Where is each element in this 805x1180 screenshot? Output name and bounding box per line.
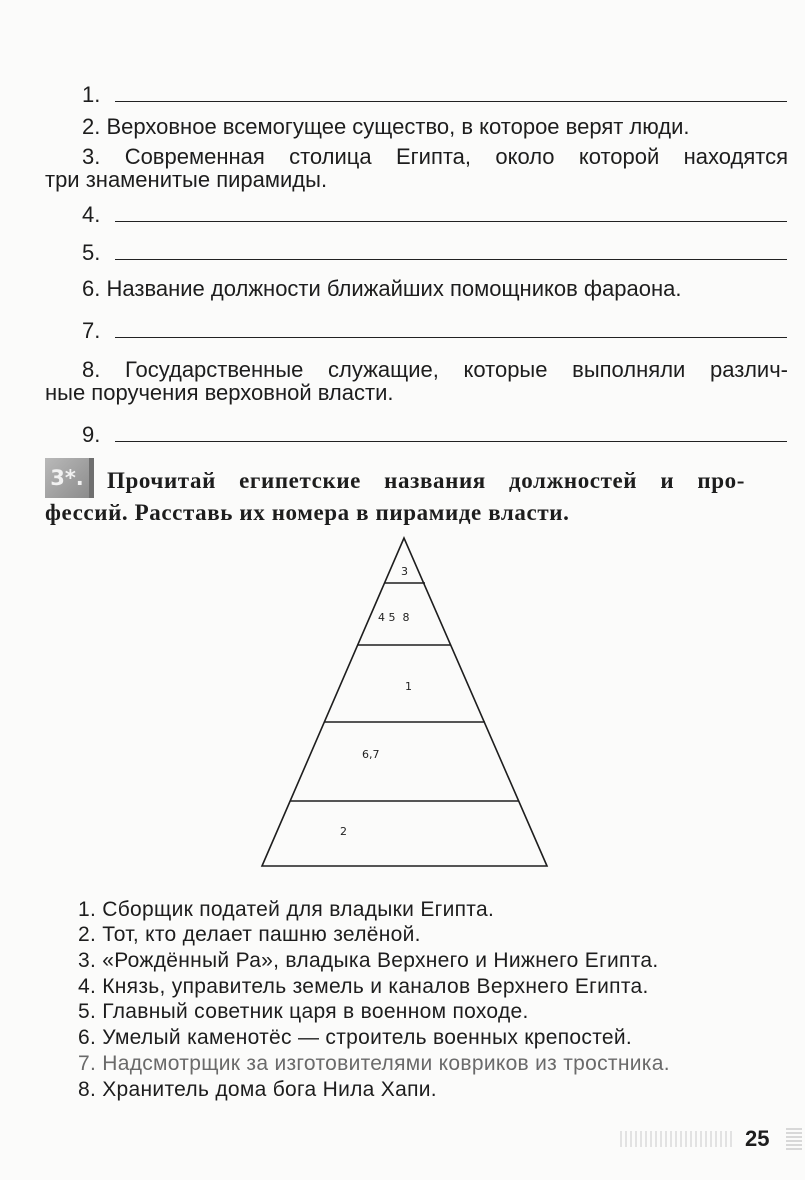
pyramid-level-1-answer[interactable]: 3 bbox=[401, 565, 408, 578]
clue-9-number: 9. bbox=[82, 422, 101, 447]
clue-3-line1: 3. Современная столица Египта, около которой находятся bbox=[82, 144, 788, 169]
task-number-badge: 3*. bbox=[45, 458, 94, 498]
page-number: 25 bbox=[745, 1126, 770, 1151]
pyramid-outline bbox=[262, 538, 547, 866]
pyramid-level-5-answer[interactable]: 2 bbox=[340, 825, 347, 838]
profession-6: 6. Умелый каменотёс — строитель военных крепостей. bbox=[78, 1026, 633, 1049]
profession-2: 2. Тот, кто делает пашню зелёной. bbox=[78, 923, 421, 946]
profession-1: 1. Сборщик податей для владыки Египта. bbox=[78, 898, 495, 921]
profession-3: 3. «Рождённый Ра», владыка Верхнего и Нижнего Египта. bbox=[78, 949, 659, 972]
task-line-1: Прочитай египетские названия должностей и про- bbox=[107, 468, 745, 493]
clue-2: 2. Верховное всемогущее существо, в которое верят люди. bbox=[82, 114, 690, 139]
pyramid-level-4-answer[interactable]: 6,7 bbox=[362, 748, 380, 761]
clue-8-line1: 8. Государственные служащие, которые выполняли различ- bbox=[82, 357, 788, 382]
footer-decoration bbox=[620, 1131, 732, 1147]
profession-8: 8. Хранитель дома бога Нила Хапи. bbox=[78, 1078, 437, 1101]
clue-1-number: 1. bbox=[82, 82, 101, 107]
profession-5: 5. Главный советник царя в военном походе. bbox=[78, 1000, 529, 1023]
footer-decoration-right bbox=[786, 1128, 802, 1150]
clue-4-number: 4. bbox=[82, 202, 101, 227]
clue-8-line2: ные поручения верховной власти. bbox=[45, 380, 394, 405]
clue-5-number: 5. bbox=[82, 240, 101, 265]
pyramid-level-3-answer[interactable]: 1 bbox=[405, 680, 412, 693]
clue-7-number: 7. bbox=[82, 318, 101, 343]
clue-3-line2: три знаменитые пирамиды. bbox=[45, 167, 328, 192]
profession-4: 4. Князь, управитель земель и каналов Верхнего Египта. bbox=[78, 975, 649, 998]
pyramid-level-2-answer[interactable]: 4 5 8 bbox=[378, 611, 410, 624]
task-line-2: фессий. Расставь их номера в пирамиде власти. bbox=[45, 500, 570, 525]
profession-7: 7. Надсмотрщик за изготовителями ковриков из тростника. bbox=[78, 1052, 670, 1075]
clue-6: 6. Название должности ближайших помощников фараона. bbox=[82, 276, 682, 301]
